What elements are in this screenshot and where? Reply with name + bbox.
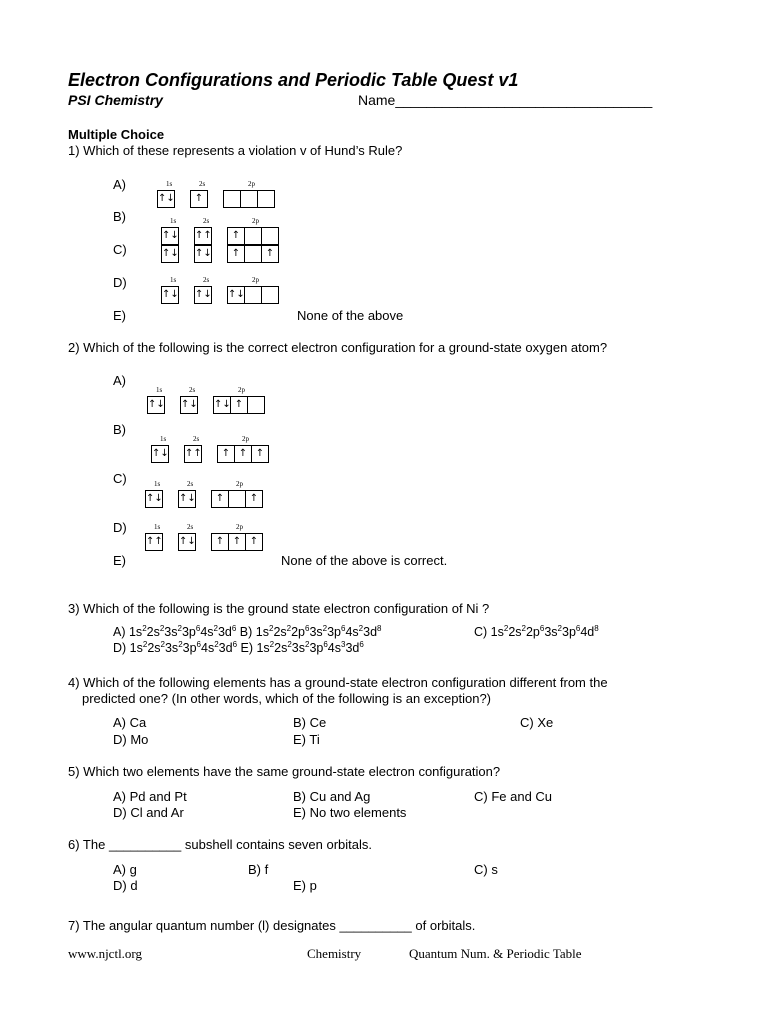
orbital-label-2p: 2p (252, 276, 259, 284)
orbital-label-2s: 2s (187, 480, 194, 488)
orbital-group (228, 245, 279, 263)
orbital-box: ↑↓ (213, 396, 231, 414)
orbital-label-2s: 2s (203, 276, 210, 284)
orbital-box: ↑ (251, 445, 269, 463)
orbital-box: ↑↑ (184, 445, 202, 463)
orbital-box (261, 227, 279, 245)
orbital-box: ↑ (190, 190, 208, 208)
name-field: Name_________________________________ (358, 92, 653, 108)
orbital-box: ↑↓ (157, 190, 175, 208)
orbital-box: ↑↓ (147, 396, 165, 414)
orbital-label-2s: 2s (193, 435, 200, 443)
orbital-box: ↑↑ (194, 227, 212, 245)
q5-option-b: B) Cu and Ag (293, 789, 371, 804)
q2-option-e-text: None of the above is correct. (281, 553, 448, 568)
orbital-box: ↑ (245, 533, 263, 551)
q6-option-d: D) d (113, 878, 138, 893)
q6-option-b: B) f (248, 862, 269, 877)
orbital-box: ↑ (230, 396, 248, 414)
question-3: 3) Which of the following is the ground state electron configuration of Ni ? (68, 601, 490, 616)
orbital-box: ↑ (227, 227, 245, 245)
orbital-label-1s: 1s (170, 276, 177, 284)
q3-options-ab: A) $1s^22s^23s^23p^64s^23d^6$ B) $1s^22s^22p^63s^23p^64s^23d^8$ (113, 623, 382, 639)
orbital-label-2p: 2p (238, 386, 245, 394)
orbital-label-2p: 2p (242, 435, 249, 443)
orbital-box: ↑↓ (194, 245, 212, 263)
q1-option-e-label: E) (113, 308, 126, 323)
q1-option-d-label: D) (113, 275, 127, 290)
orbital-group (162, 286, 179, 304)
orbital-box: ↑↓ (161, 227, 179, 245)
q5-option-e: E) No two elements (293, 805, 407, 820)
section-heading: Multiple Choice (68, 127, 165, 142)
q4-option-a: A) Ca (113, 715, 147, 730)
q4-option-d: D) Mo (113, 732, 149, 747)
orbital-label-2p: 2p (236, 480, 243, 488)
orbital-label-1s: 1s (170, 217, 177, 225)
q5-option-a: A) Pd and Pt (113, 789, 187, 804)
orbital-group (228, 286, 279, 304)
q2-option-e-label: E) (113, 553, 126, 568)
q6-option-c: C) s (474, 862, 498, 877)
orbital-group (195, 245, 212, 263)
footer-website: www.njctl.org (68, 946, 143, 961)
orbital-group (179, 533, 196, 551)
orbital-label-2s: 2s (203, 217, 210, 225)
orbital-group (162, 245, 179, 263)
orbital-group (212, 490, 263, 508)
orbital-label-1s: 1s (156, 386, 163, 394)
orbital-box (244, 286, 262, 304)
orbital-box: ↑ (211, 533, 229, 551)
footer-subject: Chemistry (307, 946, 362, 961)
question-7: 7) The angular quantum number (l) designates __________ of orbitals. (68, 918, 476, 933)
q2-option-c-label: C) (113, 471, 127, 486)
orbital-label-1s: 1s (154, 480, 161, 488)
q1-option-a-label: A) (113, 177, 126, 192)
orbital-label-1s: 1s (166, 180, 173, 188)
orbital-box: ↑↑ (145, 533, 163, 551)
orbital-label-1s: 1s (154, 523, 161, 531)
orbital-group (148, 396, 165, 414)
orbital-group (158, 190, 175, 208)
orbital-box: ↑↓ (151, 445, 169, 463)
orbital-box: ↑ (211, 490, 229, 508)
q3-option-c: C) $1s^22s^22p^63s^23p^64d^8$ (474, 623, 599, 639)
orbital-box (247, 396, 265, 414)
orbital-box (257, 190, 275, 208)
question-6: 6) The __________ subshell contains seven orbitals. (68, 837, 373, 852)
orbital-group (185, 445, 202, 463)
orbital-box: ↑↓ (178, 533, 196, 551)
question-5: 5) Which two elements have the same ground-state electron configuration? (68, 764, 501, 779)
q2-option-d-label: D) (113, 520, 127, 535)
q2-option-b-label: B) (113, 422, 126, 437)
orbital-group (228, 227, 279, 245)
orbital-group (195, 286, 212, 304)
orbital-box: ↑↓ (161, 245, 179, 263)
q1-option-e-text: None of the above (297, 308, 404, 323)
q4-option-b: B) Ce (293, 715, 327, 730)
footer-unit: Quantum Num. & Periodic Table (409, 946, 582, 961)
orbital-group (162, 227, 179, 245)
orbital-box (240, 190, 258, 208)
page-subtitle: PSI Chemistry (68, 92, 163, 108)
orbital-box (228, 490, 246, 508)
page-title: Electron Configurations and Periodic Table Quest v1 (68, 70, 519, 90)
q4-option-e: E) Ti (293, 732, 320, 747)
orbital-box (223, 190, 241, 208)
orbital-box: ↑↓ (145, 490, 163, 508)
orbital-box: ↑ (245, 490, 263, 508)
q1-option-c-label: C) (113, 242, 127, 257)
q4-option-c: C) Xe (520, 715, 554, 730)
question-1: 1) Which of these represents a violation v of Hund’s Rule? (68, 143, 403, 158)
q1-option-b-label: B) (113, 209, 126, 224)
orbital-group (179, 490, 196, 508)
orbital-box: ↑↓ (178, 490, 196, 508)
question-4-line-2: predicted one? (In other words, which of the following is an exception?) (82, 691, 492, 706)
orbital-box: ↑↓ (194, 286, 212, 304)
orbital-label-2s: 2s (189, 386, 196, 394)
orbital-group (195, 227, 212, 245)
orbital-box: ↑ (217, 445, 235, 463)
orbital-label-2p: 2p (252, 217, 259, 225)
q6-option-e: E) p (293, 878, 317, 893)
orbital-group (152, 445, 169, 463)
orbital-group (224, 190, 275, 208)
q5-option-c: C) Fe and Cu (474, 789, 553, 804)
orbital-box: ↑ (234, 445, 252, 463)
orbital-box: ↑ (227, 245, 245, 263)
orbital-group (181, 396, 198, 414)
orbital-group (191, 190, 208, 208)
orbital-group (212, 533, 263, 551)
orbital-group (214, 396, 265, 414)
orbital-group (146, 533, 163, 551)
orbital-box (244, 245, 262, 263)
q5-option-d: D) Cl and Ar (113, 805, 184, 820)
orbital-label-2s: 2s (187, 523, 194, 531)
orbital-box (261, 286, 279, 304)
orbital-box: ↑↓ (180, 396, 198, 414)
question-2: 2) Which of the following is the correct electron configuration for a ground-state oxygen atom? (68, 340, 608, 355)
orbital-group (218, 445, 269, 463)
orbital-label-2p: 2p (236, 523, 243, 531)
orbital-box (244, 227, 262, 245)
orbital-box: ↑↓ (161, 286, 179, 304)
orbital-box: ↑↓ (227, 286, 245, 304)
question-4-line-1: 4) Which of the following elements has a ground-state electron configuration different from the (68, 675, 608, 690)
q3-options-de: D) $1s^22s^23s^23p^64s^23d^6$ E) $1s^22s^23s^23p^64s^33d^6$ (113, 639, 364, 655)
orbital-box: ↑ (261, 245, 279, 263)
q6-option-a: A) g (113, 862, 137, 877)
orbital-label-2p: 2p (248, 180, 255, 188)
q2-option-a-label: A) (113, 373, 126, 388)
orbital-group (146, 490, 163, 508)
orbital-label-2s: 2s (199, 180, 206, 188)
orbital-box: ↑ (228, 533, 246, 551)
orbital-label-1s: 1s (160, 435, 167, 443)
